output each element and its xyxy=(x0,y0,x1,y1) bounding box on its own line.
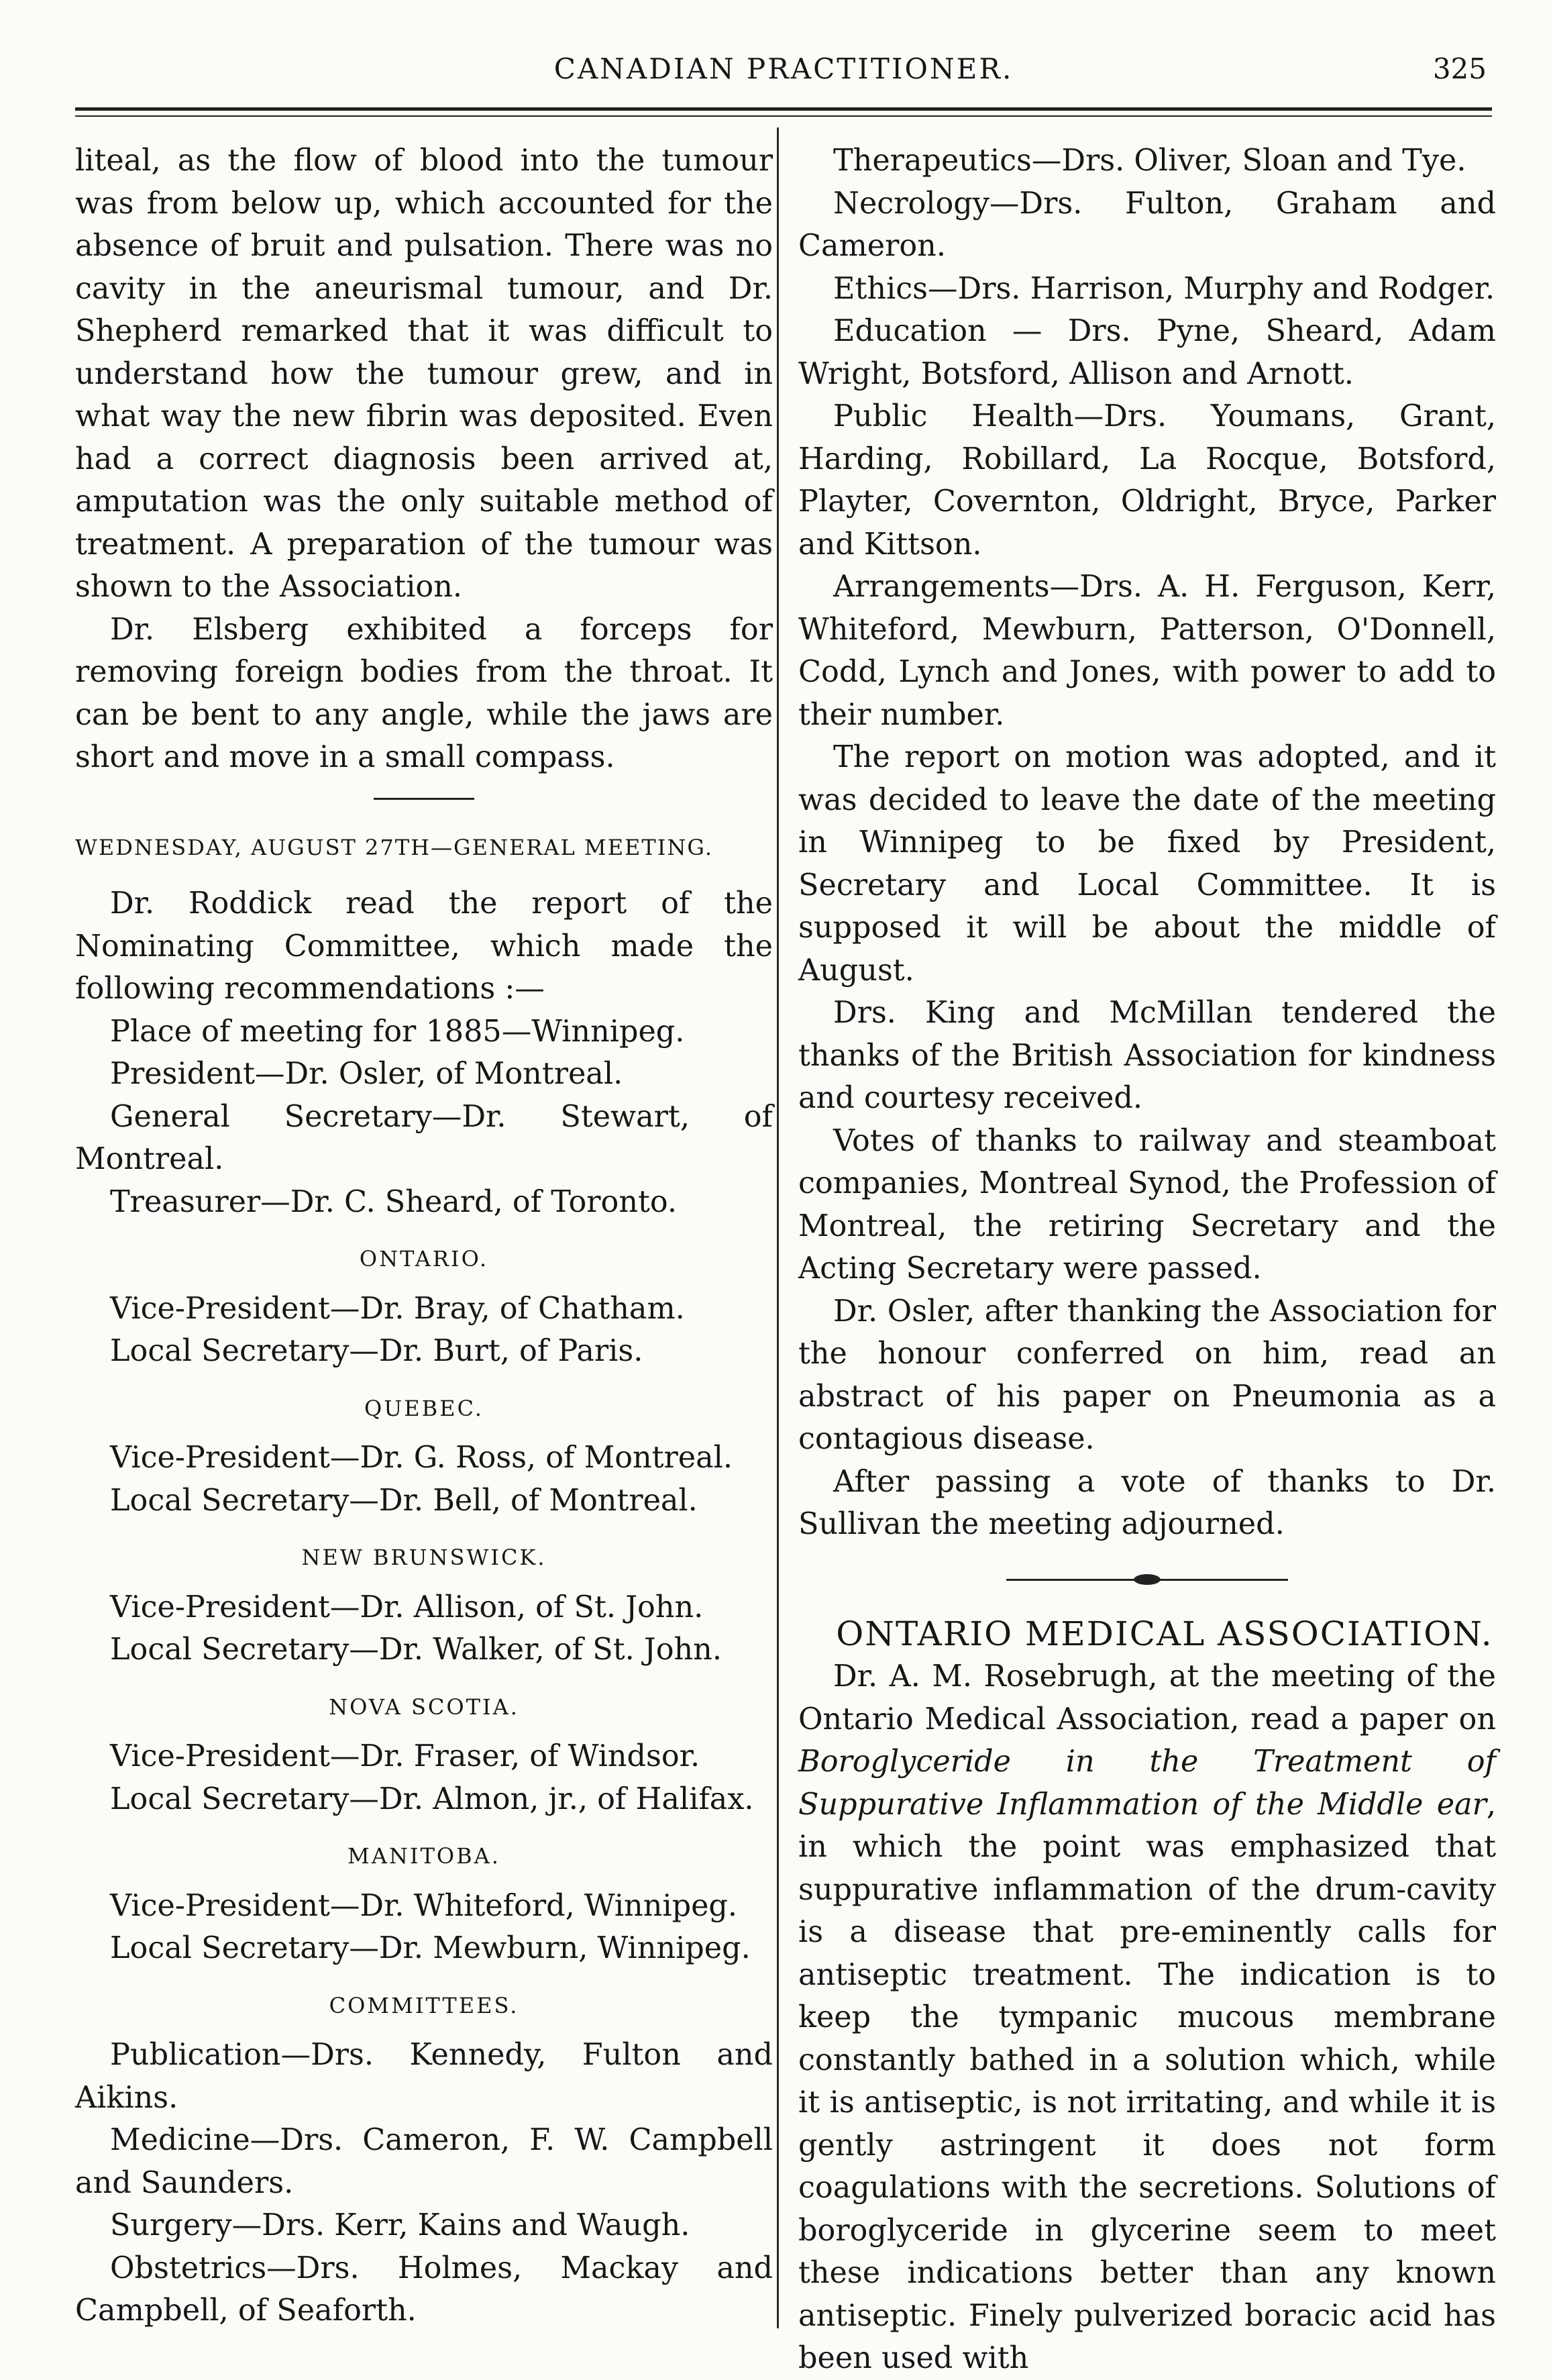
committees-heading: COMMITTEES. xyxy=(329,1992,519,2018)
new-brunswick-local-secretary: Local Secretary—Dr. Walker, of St. John. xyxy=(110,1633,722,1667)
ornament-diamond-icon xyxy=(1134,1574,1161,1585)
treasurer-line: Treasurer—Dr. C. Sheard, of Toronto. xyxy=(110,1184,678,1219)
page-header xyxy=(75,48,1492,95)
manitoba-vice-president: Vice-President—Dr. Whiteford, Winnipeg. xyxy=(110,1888,738,1923)
paragraph-report: The report on motion was adopted, and it was decided to leave the date of the meeting in Winnipeg to be fixed by President, Secretary and Local Committee. It is supposed it will be about the middle of August. xyxy=(798,740,1496,988)
paragraph-adjourned: After passing a vote of thanks to Dr. Sullivan the meeting adjourned. xyxy=(798,1464,1496,1541)
committee-publication: Publication—Drs. Kennedy, Fulton and Aikins. xyxy=(75,2038,773,2115)
running-title: CANADIAN PRACTITIONER. xyxy=(553,52,1014,85)
committee-medicine: Medicine—Drs. Cameron, F. W. Campbell and Saunders. xyxy=(75,2123,773,2200)
rosebrugh-text-end: , in which the point was emphasized that suppurative inflammation of the drum-cavity is a disease that pre-eminently calls for antiseptic treatment. The indication is to keep the tympanic mucous membrane constantly bathed in a solution which, while it is antiseptic, is not irritating, and while it is gently astringent it does not form coagulations with the secretions. Solutions of boroglyceride in glycerine seem to meet these indications better than any known antiseptic. Finely pulverized boracic acid has been used with xyxy=(798,1787,1496,2375)
nova-scotia-vice-president: Vice-President—Dr. Fraser, of Windsor. xyxy=(110,1739,700,1773)
ontario-vice-president: Vice-President—Dr. Bray, of Chatham. xyxy=(110,1291,685,1326)
general-secretary-line: General Secretary—Dr. Stewart, of Montreal. xyxy=(75,1099,773,1176)
paragraph-osler: Dr. Osler, after thanking the Association for the honour conferred on him, read an abstract of his paper on Pneumonia as a contagious disease. xyxy=(798,1294,1496,1456)
quebec-heading: QUEBEC. xyxy=(364,1395,484,1421)
committee-public-health: Public Health—Drs. Youmans, Grant, Harding, Robillard, La Rocque, Botsford, Playter, Covernton, Oldright, Bryce, Parker and Kittson. xyxy=(798,399,1496,562)
ornamental-rule xyxy=(1006,1573,1288,1586)
section-title-oma: ONTARIO MEDICAL ASSOCIATION. xyxy=(836,1614,1493,1653)
committee-obstetrics: Obstetrics—Drs. Holmes, Mackay and Campbell, of Seaforth. xyxy=(75,2250,773,2328)
quebec-local-secretary: Local Secretary—Dr. Bell, of Montreal. xyxy=(110,1483,698,1518)
paragraph-elsberg: Dr. Elsberg exhibited a forceps for removing foreign bodies from the throat. It can be bent to any angle, while the jaws are short and move in a small compass. xyxy=(75,612,773,774)
left-column xyxy=(75,140,773,2332)
paragraph-rosebrugh xyxy=(798,1655,1496,2380)
page-number: 325 xyxy=(1432,52,1487,85)
paragraph-roddick: Dr. Roddick read the report of the Nominating Committee, which made the following recommendations :— xyxy=(75,886,773,1006)
manitoba-heading: MANITOBA. xyxy=(347,1843,500,1869)
committee-therapeutics: Therapeutics—Drs. Oliver, Sloan and Tye. xyxy=(833,144,1466,178)
paragraph-tumour: liteal, as the flow of blood into the tumour was from below up, which accounted for the absence of bruit and pulsation. There was no cavity in the aneurismal tumour, and Dr. Shepherd remarked that it was difficult to understand how the tumour grew, and in what way the new fibrin was deposited. Even had a correct diagnosis been arrived at, amputation was the only suitable method of treatment. A preparation of the tumour was shown to the Association. xyxy=(75,144,773,604)
meeting-heading: WEDNESDAY, AUGUST 27TH—GENERAL MEETING. xyxy=(75,834,713,860)
paper-title-italic: Boroglyceride in the Treatment of Suppurative Inflammation of the Middle ear xyxy=(798,1745,1496,1822)
manitoba-local-secretary: Local Secretary—Dr. Mewburn, Winnipeg. xyxy=(110,1931,751,1965)
place-line: Place of meeting for 1885—Winnipeg. xyxy=(110,1014,685,1049)
paragraph-votes: Votes of thanks to railway and steamboat companies, Montreal Synod, the Profession of Montreal, the retiring Secretary and the Acting Secretary were passed. xyxy=(798,1123,1496,1286)
committee-arrangements: Arrangements—Drs. A. H. Ferguson, Kerr, Whiteford, Mewburn, Patterson, O'Donnell, Codd, Lynch and Jones, with power to add to their number. xyxy=(798,570,1496,732)
short-separator xyxy=(374,798,474,800)
paragraph-thanks-british: Drs. King and McMillan tendered the thanks of the British Association for kindness and courtesy received. xyxy=(798,996,1496,1115)
column-divider xyxy=(777,127,779,2328)
header-rule-thick xyxy=(75,107,1492,111)
president-line: President—Dr. Osler, of Montreal. xyxy=(110,1057,623,1091)
new-brunswick-vice-president: Vice-President—Dr. Allison, of St. John. xyxy=(110,1590,704,1624)
committee-necrology: Necrology—Drs. Fulton, Graham and Cameron. xyxy=(798,186,1496,263)
new-brunswick-heading: NEW BRUNSWICK. xyxy=(301,1545,547,1570)
committee-ethics: Ethics—Drs. Harrison, Murphy and Rodger. xyxy=(833,271,1495,306)
committee-surgery: Surgery—Drs. Kerr, Kains and Waugh. xyxy=(110,2208,690,2242)
quebec-vice-president: Vice-President—Dr. G. Ross, of Montreal. xyxy=(110,1441,733,1475)
nova-scotia-local-secretary: Local Secretary—Dr. Almon, jr., of Halifax. xyxy=(110,1781,754,1816)
right-column xyxy=(798,140,1496,2380)
committee-education: Education — Drs. Pyne, Sheard, Adam Wright, Botsford, Allison and Arnott. xyxy=(798,314,1496,391)
header-rule-thin xyxy=(75,115,1492,117)
rosebrugh-text-start: Dr. A. M. Rosebrugh, at the meeting of the Ontario Medical Association, read a paper on xyxy=(798,1659,1496,1737)
nova-scotia-heading: NOVA SCOTIA. xyxy=(329,1694,519,1720)
ontario-local-secretary: Local Secretary—Dr. Burt, of Paris. xyxy=(110,1334,643,1368)
ontario-heading: ONTARIO. xyxy=(359,1246,489,1272)
